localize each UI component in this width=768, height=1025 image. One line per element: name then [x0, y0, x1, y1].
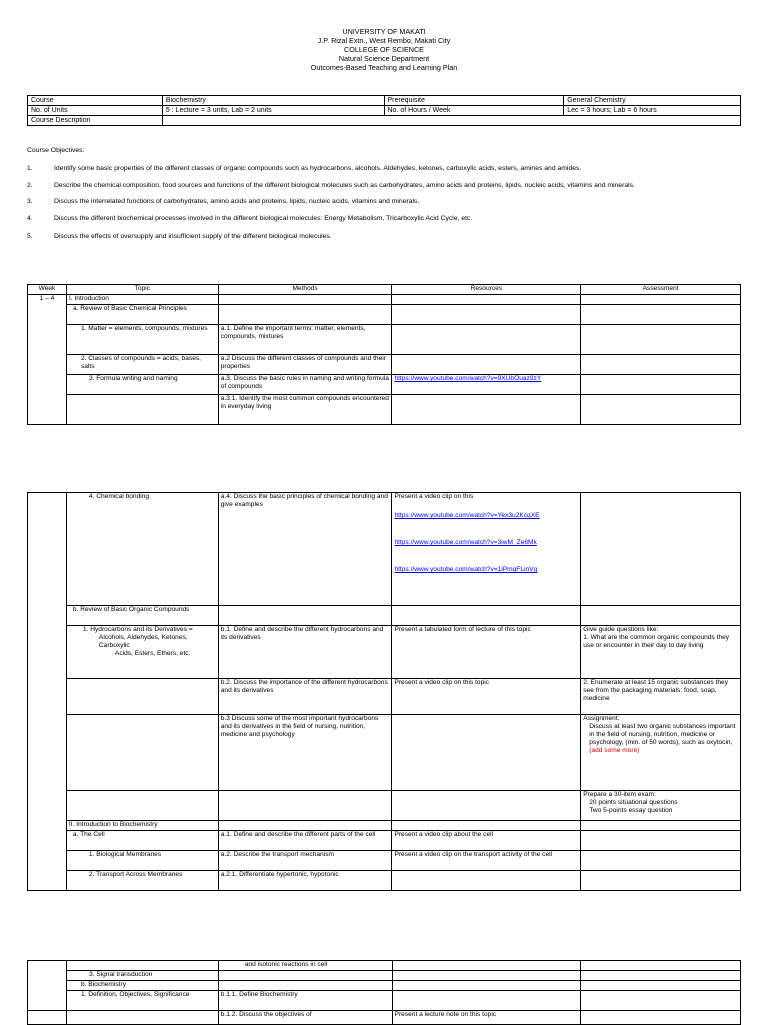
assessment-cell: 2. Enumerate at least 15 organic substances they see from the packaging materials: food, soap, medicine: [581, 679, 741, 715]
topic-cell: [66, 395, 218, 425]
resources-cell: Present a video clip about the cell: [392, 831, 581, 851]
course-label: Course: [28, 96, 163, 106]
methods-cell: [218, 821, 392, 831]
assessment-line: Give guide questions like:: [583, 626, 659, 633]
methods-cell: b.2. Discuss the importance of the different hydrocarbons and its derivatives: [218, 679, 392, 715]
resources-cell: [392, 821, 581, 831]
assessment-line: Assignment:: [583, 715, 620, 722]
week-cell: [28, 1011, 67, 1025]
hours-value: Lec = 3 hours; Lab = 6 hours: [564, 106, 741, 116]
resources-cell: [392, 791, 581, 821]
prerequisite-label: Prerequisite: [384, 96, 564, 106]
objective-item: [27, 215, 757, 222]
methods-cell: a.2. Describe the transport mechanism: [218, 851, 392, 871]
assessment-cell: [581, 355, 741, 375]
table-row: [28, 791, 741, 821]
course-row: [28, 96, 741, 106]
topic-cell: I. Introduction: [66, 295, 218, 305]
objective-number: 5.: [27, 233, 33, 240]
table-row: [28, 981, 741, 991]
resources-cell: [392, 375, 581, 395]
table-row: [28, 606, 741, 626]
assessment-cell: [581, 871, 741, 891]
resources-cell: [392, 971, 581, 981]
youtube-link[interactable]: https://www.youtube.com/watch?v=9XUbOuaz9zY: [394, 375, 542, 382]
youtube-link[interactable]: https://www.youtube.com/watch?v=1iPmgFLinVg: [394, 566, 538, 573]
resources-cell: Present a tabulated form of lecture of this topic: [392, 626, 581, 679]
resources-cell: [392, 981, 581, 991]
table-row: [28, 851, 741, 871]
assessment-cell: [581, 395, 741, 425]
description-value: [162, 116, 740, 126]
header-resources: Resources: [392, 285, 581, 295]
plan-table-3: [27, 960, 741, 1025]
assessment-cell: [581, 606, 741, 626]
assessment-cell: [581, 981, 741, 991]
topic-cell: 1. Biological Membranes: [66, 851, 218, 871]
table-row: [28, 679, 741, 715]
table-row: [28, 295, 741, 305]
objective-text: Discuss the interrelated functions of carbohydrates, amino acids and proteins, lipids, nucleic acids, vitamins and minerals.: [54, 198, 420, 205]
plan-table-2: [27, 492, 741, 891]
topic-cell: b. Biochemistry: [66, 981, 218, 991]
plan-table-1: [27, 284, 741, 425]
methods-cell: [218, 295, 392, 305]
methods-cell: a.2.1. Differentiate hypertonic, hypotonic: [218, 871, 392, 891]
plan-title: Outcomes-Based Teaching and Learning Plan: [310, 63, 458, 72]
editor-note: (add some more): [589, 747, 640, 754]
table-row: [28, 821, 741, 831]
topic-line: Acids, Esters, Ethers, etc.: [114, 650, 191, 657]
description-label: Course Description: [28, 116, 163, 126]
topic-cell: 4. Chemical bonding: [66, 493, 218, 606]
objective-item: [27, 233, 757, 240]
units-label: No. of Units: [28, 106, 163, 116]
topic-cell: 1. Matter = elements, compounds, mixtures: [66, 325, 218, 355]
header-assessment: Assessment: [581, 285, 741, 295]
header-topic: Topic: [66, 285, 218, 295]
table-row: [28, 325, 741, 355]
resources-cell: [392, 295, 581, 305]
header-methods: Methods: [218, 285, 392, 295]
methods-cell: [218, 305, 392, 325]
objective-number: 1.: [27, 165, 33, 172]
resources-cell: Present a lecture note on this topic: [392, 1011, 581, 1025]
methods-cell: [218, 791, 392, 821]
topic-cell: 3. Formula writing and naming: [66, 375, 218, 395]
objective-item: [27, 182, 757, 189]
methods-cell: [218, 971, 392, 981]
objective-item: [27, 165, 757, 172]
topic-cell: II. Introduction to Biochemistry: [66, 821, 218, 831]
methods-cell: a.1. Define and describe the different parts of the cell: [218, 831, 392, 851]
header-week: Week: [28, 285, 67, 295]
resources-cell: [392, 991, 581, 1011]
assessment-cell: [581, 626, 741, 679]
objective-number: 4.: [27, 215, 33, 222]
week-cell: [28, 961, 67, 1011]
methods-cell: b.1.2. Discuss the objectives of: [218, 1011, 392, 1025]
objective-text: Describe the chemical composition, food sources and functions of the different biological molecules such as carbohydrates, amino acids and proteins, lipids, nucleic acids, vitamins and minerals.: [54, 182, 635, 189]
topic-cell: [66, 1011, 218, 1025]
resources-cell: [392, 395, 581, 425]
assessment-cell: [581, 991, 741, 1011]
resources-cell: [392, 871, 581, 891]
objective-text: Identify some basic properties of the different classes of organic compounds such as hydrocarbons, alcohols. Aldehydes, ketones, carboxylic acids, esters, amines and amides.: [54, 165, 582, 172]
topic-cell: 1. Definition, Objectives, Significance: [66, 991, 218, 1011]
topic-cell: [66, 961, 218, 971]
resources-cell: [392, 305, 581, 325]
methods-cell: a.4. Discuss the basic principles of chemical bonding and give examples: [218, 493, 392, 606]
youtube-link[interactable]: https://www.youtube.com/watch?v=3iwM_Ze6Mk: [394, 539, 537, 546]
objective-number: 3.: [27, 198, 33, 205]
topic-cell: [66, 626, 218, 679]
methods-cell: b.1.1. Define Biochemistry: [218, 991, 392, 1011]
table-row: [28, 355, 741, 375]
topic-line: Alcohols, Aldehydes, Ketones, Carboxylic: [98, 634, 188, 649]
topic-line: 1. Hydrocarbons and its Derivatives =: [82, 626, 193, 633]
table-row: [28, 715, 741, 791]
assessment-cell: [581, 1011, 741, 1025]
resource-intro: Present a video clip on this: [394, 493, 474, 500]
methods-cell: b.3 Discuss some of the most important hydrocarbons and its derivatives in the field of nursing, nutrition, medicine and psychology: [218, 715, 392, 791]
topic-cell: 2. Classes of compounds = acids, bases, salts: [66, 355, 218, 375]
assessment-line: 20 points situational questions: [589, 799, 678, 806]
hours-label: No. of Hours / Week: [384, 106, 564, 116]
description-row: [28, 116, 741, 126]
objective-text: Discuss the different biochemical processes involved in the different biological molecules: Energy Metabolism, Tricarboxylic Acid Cycle, etc.: [54, 215, 473, 222]
objective-item: [27, 198, 757, 205]
assessment-cell: [581, 821, 741, 831]
assessment-cell: [581, 305, 741, 325]
assessment-cell: [581, 295, 741, 305]
methods-cell: a.3.1. Identify the most common compounds encountered in everyday living: [218, 395, 392, 425]
objective-number: 2.: [27, 182, 33, 189]
table-row: [28, 991, 741, 1011]
resources-cell: [392, 493, 581, 606]
table-row: [28, 971, 741, 981]
college-name: COLLEGE OF SCIENCE: [344, 45, 424, 54]
assessment-cell: [581, 961, 741, 971]
topic-cell: 3. Signal transduction: [66, 971, 218, 981]
assessment-line: Discuss at least two organic substances important in the field of nursing, nutrition, medicine or psychology, (min. of 50 words), such as oxytocin,: [589, 723, 736, 746]
topic-cell: a. The Cell: [66, 831, 218, 851]
methods-cell: [218, 981, 392, 991]
topic-cell: [66, 715, 218, 791]
assessment-cell: [581, 851, 741, 871]
table-row: [28, 831, 741, 851]
resources-cell: Present a video clip on the transport activity of the cell: [392, 851, 581, 871]
assessment-cell: [581, 493, 741, 606]
table-row: [28, 395, 741, 425]
assessment-line: 1. What are the common organic compounds they use or encounter in their day to day living: [583, 634, 730, 649]
resources-cell: [392, 606, 581, 626]
week-cell: [28, 493, 67, 891]
objectives-title: Course Objectives:: [27, 147, 85, 154]
topic-cell: 2. Transport Across Membranes: [66, 871, 218, 891]
resources-cell: [392, 715, 581, 791]
assessment-line: Prepare a 30-item exam:: [583, 791, 656, 798]
table-row: [28, 493, 741, 606]
document-header: [0, 27, 768, 72]
units-value: 5 : Lecture = 3 units, Lab = 2 units: [162, 106, 384, 116]
resources-cell: Present a video clip on this topic: [392, 679, 581, 715]
topic-cell: a. Review of Basic Chemical Principles: [66, 305, 218, 325]
table-row: [28, 961, 741, 971]
university-address: J.P. Rizal Extn., West Rembo, Makati City: [317, 36, 451, 45]
units-row: [28, 106, 741, 116]
prerequisite-value: General Chemistry: [564, 96, 741, 106]
university-name: UNIVERSITY OF MAKATI: [342, 27, 426, 36]
assessment-cell: [581, 831, 741, 851]
methods-cell: [218, 606, 392, 626]
objective-text: Discuss the effects of oversupply and insufficient supply of the different biological molecules.: [54, 233, 332, 240]
table-row: [28, 375, 741, 395]
course-value: Biochemistry: [162, 96, 384, 106]
topic-cell: [66, 791, 218, 821]
department-name: Natural Science Department: [338, 54, 430, 63]
table-row: [28, 1011, 741, 1025]
week-cell: 1 – 4: [28, 295, 67, 425]
table-row: [28, 626, 741, 679]
assessment-cell: [581, 325, 741, 355]
plan-header-row: [28, 285, 741, 295]
youtube-link[interactable]: https://www.youtube.com/watch?v=Yex3u2KcqXE: [394, 512, 540, 519]
methods-cell: and isotonic reactions in cell: [218, 961, 392, 971]
resources-cell: [392, 961, 581, 971]
table-row: [28, 871, 741, 891]
topic-cell: b. Review of Basic Organic Compounds: [66, 606, 218, 626]
methods-cell: a.1. Define the important terms: matter, elements, compounds, mixtures: [218, 325, 392, 355]
methods-cell: a.2 Discuss the different classes of compounds and their properties: [218, 355, 392, 375]
assessment-cell: [581, 715, 741, 791]
table-row: [28, 305, 741, 325]
resources-cell: [392, 325, 581, 355]
assessment-cell: [581, 375, 741, 395]
methods-cell: a.3. Discuss the basic rules in naming and writing formula of compounds: [218, 375, 392, 395]
resources-cell: [392, 355, 581, 375]
assessment-cell: [581, 791, 741, 821]
assessment-line: Two 5-points essay question: [589, 807, 673, 814]
methods-cell: b.1. Define and describe the different hydrocarbons and its derivatives: [218, 626, 392, 679]
topic-cell: [66, 679, 218, 715]
course-info-table: [27, 95, 741, 126]
assessment-cell: [581, 971, 741, 981]
